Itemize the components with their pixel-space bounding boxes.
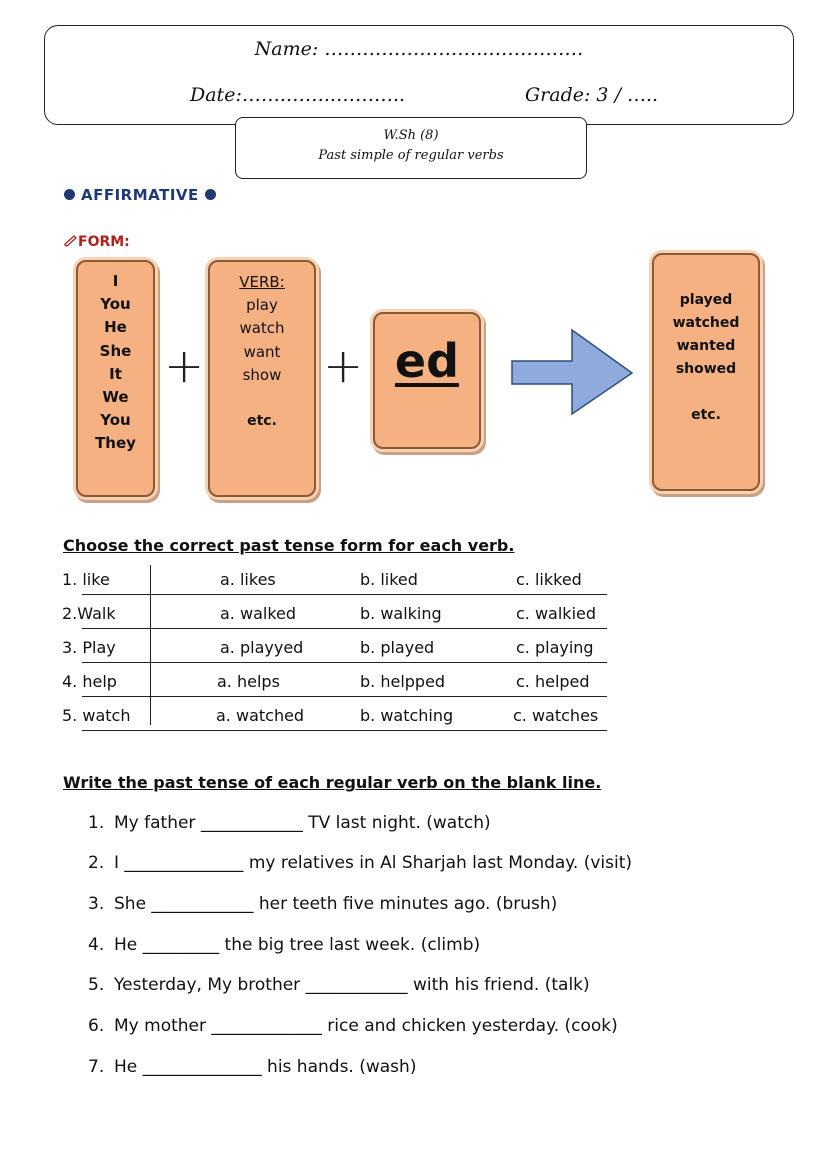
- item-text: She ____________ her teeth five minutes ago. (brush): [114, 894, 558, 914]
- mcq-verb: 3. Play: [62, 638, 116, 657]
- mcq-option-b: b. helpped: [360, 672, 446, 691]
- mcq-option-c: c. walkied: [516, 604, 597, 623]
- table-row: [62, 663, 607, 697]
- verb-heading: VERB:: [239, 273, 285, 291]
- plus-sign: +: [164, 338, 205, 394]
- mcq-option-c: c. playing: [516, 638, 594, 657]
- pronoun: They: [95, 434, 136, 453]
- list-item: [88, 975, 590, 995]
- list-item: [88, 935, 480, 955]
- result-etc: etc.: [691, 407, 721, 423]
- plus-sign: +: [323, 338, 364, 394]
- mcq-option-a: a. helps: [217, 672, 280, 691]
- mcq-option-c: c. watches: [513, 706, 599, 725]
- mcq-option-a: a. playyed: [220, 638, 304, 657]
- item-number: 1.: [88, 813, 105, 833]
- item-text: He ______________ his hands. (wash): [114, 1057, 417, 1077]
- mcq-verb: 1. like: [62, 570, 110, 589]
- verb: watch: [239, 319, 285, 338]
- mcq-option-a: a. watched: [216, 706, 305, 725]
- grade-field: Grade: 3 / …..: [525, 84, 659, 106]
- list-item: [88, 1016, 618, 1036]
- mcq-option-a: a. likes: [220, 570, 276, 589]
- item-text: Yesterday, My brother ____________ with his friend. (talk): [114, 975, 590, 995]
- item-number: 6.: [88, 1016, 105, 1036]
- affirmative-heading: [64, 186, 216, 204]
- bullet-icon: [64, 189, 75, 200]
- item-text: He _________ the big tree last week. (climb): [114, 935, 481, 955]
- mcq-option-b: b. walking: [360, 604, 442, 623]
- item-number: 5.: [88, 975, 105, 995]
- pronoun: He: [104, 318, 127, 337]
- item-text: My father ____________ TV last night. (watch): [114, 813, 491, 833]
- mcq-option-c: c. helped: [516, 672, 590, 691]
- table-row: [62, 629, 607, 663]
- worksheet-number: W.Sh (8): [383, 128, 439, 143]
- verb-etc: etc.: [247, 413, 277, 430]
- exercise1-instruction: Choose the correct past tense form for each verb.: [63, 536, 515, 555]
- pronoun: It: [109, 364, 122, 383]
- pronoun: She: [99, 341, 132, 360]
- form-heading: [64, 234, 130, 250]
- name-field: Name: ……………………..……………: [254, 38, 584, 60]
- header-box: [44, 25, 794, 125]
- table-row: [62, 595, 607, 629]
- pencil-icon: [64, 235, 78, 247]
- suffix-card: [373, 312, 481, 449]
- bullet-icon: [205, 189, 216, 200]
- result-verb: watched: [672, 315, 740, 331]
- worksheet-title-box: [235, 117, 587, 179]
- mcq-option-b: b. watching: [360, 706, 454, 725]
- item-text: My mother _____________ rice and chicken yesterday. (cook): [114, 1016, 618, 1036]
- mcq-option-c: c. likked: [516, 570, 582, 589]
- item-text: I ______________ my relatives in Al Sharjah last Monday. (visit): [114, 853, 633, 873]
- verb: play: [246, 296, 278, 315]
- row-line: [82, 730, 607, 731]
- result-card: [652, 253, 760, 491]
- table-row: [62, 697, 607, 731]
- mcq-verb: 4. help: [62, 672, 117, 691]
- worksheet-title: Past simple of regular verbs: [318, 148, 504, 163]
- list-item: [88, 813, 491, 833]
- list-item: [88, 1057, 416, 1077]
- table-row: [62, 561, 607, 595]
- mcq-option-a: a. walked: [220, 604, 297, 623]
- pronoun: We: [102, 388, 129, 407]
- verb-card: [208, 260, 316, 497]
- pronoun-card: [76, 260, 155, 497]
- result-verb: played: [679, 292, 733, 308]
- mcq-verb: 2.Walk: [62, 604, 116, 623]
- result-verb: showed: [675, 361, 737, 377]
- affirmative-label: AFFIRMATIVE: [81, 186, 199, 204]
- pronoun: I: [112, 272, 119, 290]
- item-number: 3.: [88, 894, 105, 914]
- pronoun: You: [100, 295, 131, 314]
- result-verb: wanted: [676, 338, 736, 354]
- suffix-ed: ed: [394, 334, 460, 388]
- form-label: FORM:: [78, 234, 130, 250]
- pronoun: You: [100, 411, 131, 430]
- mcq-verb: 5. watch: [62, 706, 131, 725]
- item-number: 7.: [88, 1057, 105, 1077]
- mcq-option-b: b. played: [360, 638, 435, 657]
- verb: want: [243, 342, 281, 361]
- arrow-right-icon: [510, 328, 636, 418]
- mcq-option-b: b. liked: [360, 570, 418, 589]
- item-number: 2.: [88, 853, 105, 873]
- item-number: 4.: [88, 935, 105, 955]
- list-item: [88, 853, 632, 873]
- verb: show: [242, 365, 282, 384]
- exercise2-instruction: Write the past tense of each regular verb on the blank line.: [63, 773, 602, 792]
- date-field: Date:…….……..………..: [190, 84, 406, 106]
- list-item: [88, 894, 557, 914]
